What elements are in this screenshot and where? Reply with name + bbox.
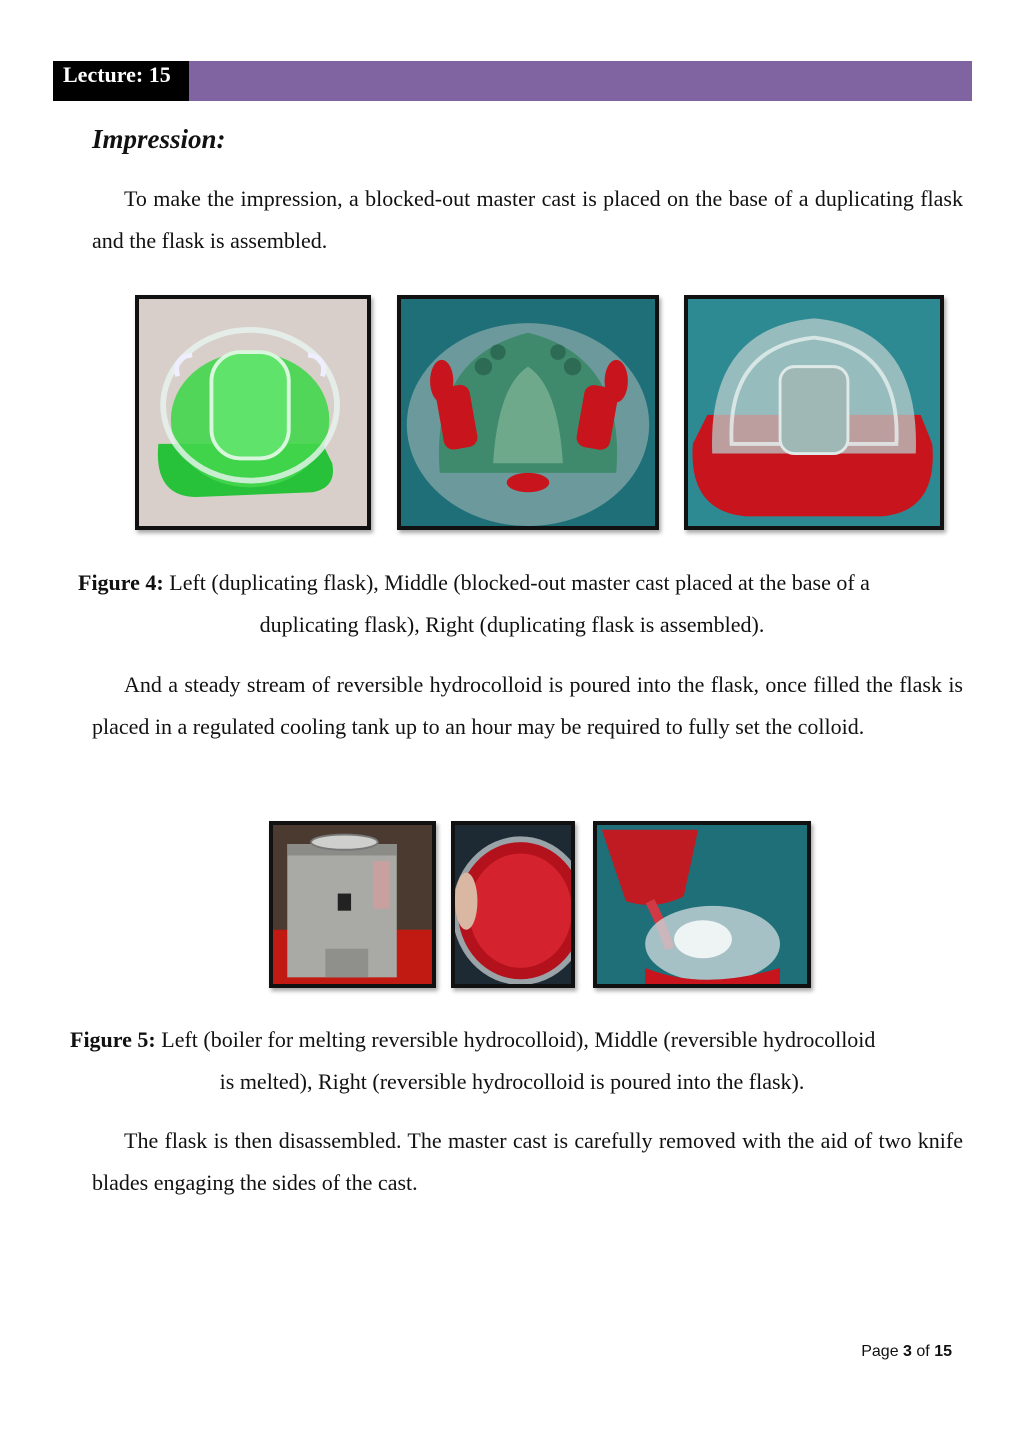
figure5-caption-text1: Left (boiler for melting reversible hydrocolloid), Middle (reversible hydrocolloid [161, 1027, 876, 1052]
paragraph-intro-text: To make the impression, a blocked-out master cast is placed on the base of a duplicating flask and the flask is assembled. [92, 186, 963, 253]
photo-melted-hydrocolloid [451, 821, 575, 988]
figure4-caption-text1: Left (duplicating flask), Middle (blocked-out master cast placed at the base of a [169, 570, 870, 595]
of-word: of [916, 1343, 930, 1360]
lecture-label: Lecture: 15 [53, 61, 189, 101]
paragraph-disassembly-text: The flask is then disassembled. The master cast is carefully removed with the aid of two knife blades engaging the sides of the cast. [92, 1128, 963, 1195]
photo-master-cast-in-flask [397, 295, 659, 530]
figure4-caption-text2: duplicating flask), Right (duplicating flask is assembled). [259, 612, 765, 637]
figure5-label: Figure 5: [70, 1027, 156, 1052]
page-current: 3 [903, 1343, 912, 1360]
photo-pouring-hydrocolloid [593, 821, 811, 988]
paragraph-pouring [92, 664, 963, 748]
figure5-caption-text2: is melted), Right (reversible hydrocolloid is poured into the flask). [219, 1069, 805, 1094]
figure5-caption-line1 [70, 1019, 950, 1061]
page-number [861, 1343, 952, 1361]
photo-assembled-flask [684, 295, 944, 530]
figure4-caption-line2 [0, 604, 1024, 646]
page-total: 15 [934, 1343, 952, 1360]
photo-boiler [269, 821, 436, 988]
page-word: Page [861, 1343, 899, 1360]
paragraph-pouring-text: And a steady stream of reversible hydrocolloid is poured into the flask, once filled the flask is placed in a regulated cooling tank up to an hour may be required to fully set the colloid. [92, 672, 963, 739]
figure5-caption-line2 [0, 1061, 1024, 1103]
paragraph-disassembly [92, 1120, 963, 1204]
section-heading: Impression: [92, 124, 226, 154]
author-name: علي عهمه احمد حسين [687, 129, 910, 153]
paragraph-intro [92, 178, 963, 262]
photo-duplicating-flask [135, 295, 371, 530]
figure4-caption-line1 [78, 562, 948, 604]
figure4-label: Figure 4: [78, 570, 164, 595]
